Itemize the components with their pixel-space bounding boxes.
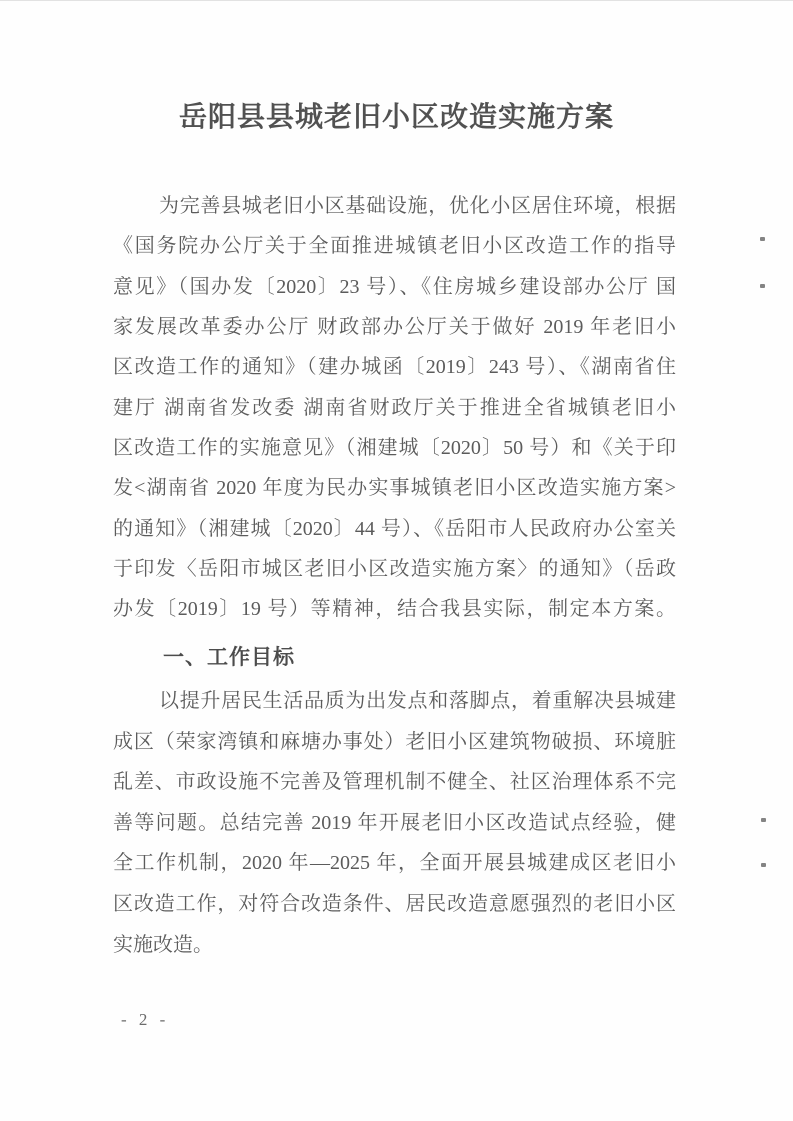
paragraph-line: 以提升居民生活品质为出发点和落脚点，着重解决县城建 — [159, 690, 676, 712]
paragraph-line: 《国务院办公厅关于全面推进城镇老旧小区改造工作的指导 — [113, 235, 676, 258]
paragraph-line: 建厅 湖南省发改委 湖南省财政厅关于推进全省城镇老旧小 — [113, 396, 676, 419]
paragraph-line: 家发展改革委办公厅 财政部办公厅关于做好 2019 年老旧小 — [113, 316, 676, 339]
paragraph-line: 于印发〈岳阳市城区老旧小区改造实施方案〉的通知》（岳政 — [113, 558, 676, 581]
paragraph-line: 实施改造。 — [113, 933, 213, 956]
paragraph-line: 区改造工作的实施意见》（湘建城〔2020〕50 号）和《关于印 — [113, 437, 676, 460]
scan-speck — [761, 818, 766, 822]
paragraph-line: 善等问题。总结完善 2019 年开展老旧小区改造试点经验，健 — [113, 811, 676, 834]
paragraph-line: 为完善县城老旧小区基础设施，优化小区居住环境，根据 — [159, 195, 676, 217]
paragraph-line: 区改造工作的通知》（建办城函〔2019〕243 号）、《湖南省住 — [113, 356, 676, 379]
paragraph-line: 乱差、市政设施不完善及管理机制不健全、社区治理体系不完 — [113, 771, 676, 794]
paragraph-line: 成区（荣家湾镇和麻塘办事处）老旧小区建筑物破损、环境脏 — [113, 730, 676, 753]
goal-paragraph — [113, 681, 676, 965]
scan-speck — [760, 237, 765, 241]
paragraph-line: 办发〔2019〕19 号）等精神，结合我县实际，制定本方案。 — [113, 598, 676, 621]
intro-paragraph — [113, 186, 676, 630]
paragraph-line: 的通知》（湘建城〔2020〕44 号）、《岳阳市人民政府办公室关 — [113, 517, 676, 540]
scan-edge-line — [0, 0, 793, 1]
scan-speck — [760, 284, 765, 288]
scan-speck — [761, 863, 766, 867]
paragraph-line: 区改造工作，对符合改造条件、居民改造意愿强烈的老旧小区 — [113, 892, 676, 915]
paragraph-line: 全工作机制，2020 年—2025 年，全面开展县城建成区老旧小 — [113, 852, 676, 875]
paragraph-line: 意见》（国办发〔2020〕23 号）、《住房城乡建设部办公厅 国 — [113, 275, 676, 298]
paragraph-line: 发<湖南省 2020 年度为民办实事城镇老旧小区改造实施方案> — [113, 477, 676, 500]
document-title: 岳阳县县城老旧小区改造实施方案 — [178, 102, 614, 133]
page-number: - 2 - — [121, 1010, 170, 1029]
section-heading-work-goals: 一、工作目标 — [163, 646, 295, 669]
